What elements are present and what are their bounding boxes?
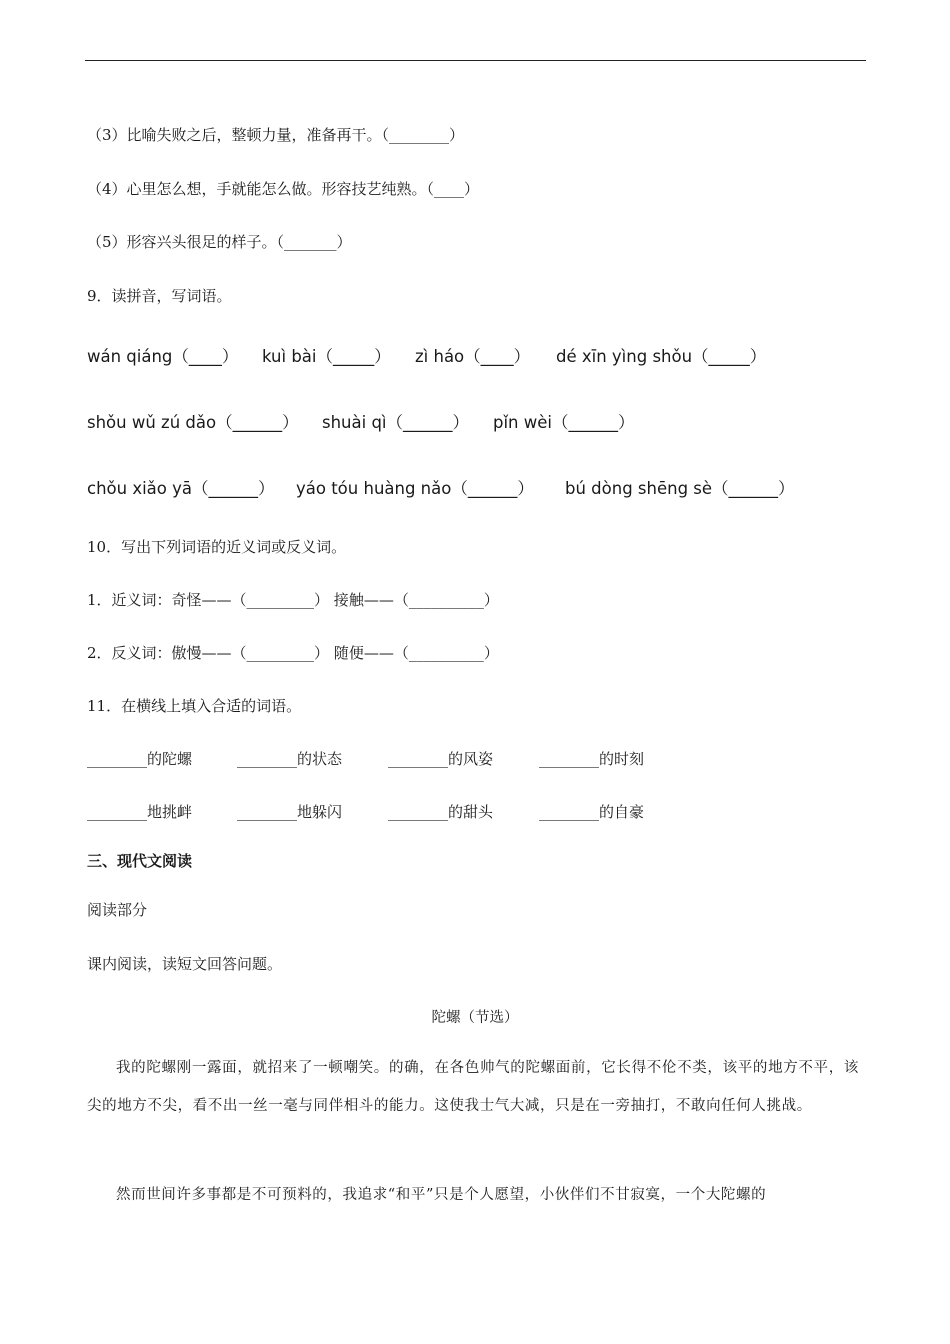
pinyin-item: zì háo（____） [415, 347, 531, 366]
q10-synonym-line: 1．近义词：奇怪——（_________） 接触——（__________） [87, 591, 499, 609]
pinyin-item: pǐn wèi（______） [493, 413, 635, 432]
pinyin-item: dé xīn yìng shǒu（_____） [556, 347, 767, 366]
fill-blank-item: ________的状态 [237, 750, 343, 768]
q8-item-4: （4）心里怎么想，手就能怎么做。形容技艺纯熟。（____） [87, 180, 480, 198]
reading-subtitle: 阅读部分 [87, 901, 148, 919]
pinyin-item: bú dòng shēng sè（______） [565, 479, 795, 498]
passage-paragraph: 我的陀螺刚一露面，就招来了一顿嘲笑。的确，在各色帅气的陀螺面前，它长得不伦不类，该平的地方不平，该尖的地方不尖，看不出一丝一毫与同伴相斗的能力。这使我士气大减，只是在一旁抽打，不敢向任何人挑战。 [87, 1060, 859, 1114]
q9-prompt: 9．读拼音，写词语。 [87, 287, 232, 305]
header-rule [85, 60, 866, 61]
q8-item-5: （5）形容兴头很足的样子。（_______） [87, 233, 352, 251]
passage-paragraph: 然而世间许多事都是不可预料的，我追求“和平”只是个人愿望，小伙伴们不甘寂寞，一个大陀螺的 [116, 1187, 767, 1203]
pinyin-item: wán qiáng（____） [87, 347, 239, 366]
pinyin-item: shǒu wǔ zú dǎo（______） [87, 413, 299, 432]
pinyin-item: yáo tóu huàng nǎo（______） [296, 479, 534, 498]
fill-blank-item: ________的自豪 [539, 803, 645, 821]
pinyin-item: kuì bài（_____） [262, 347, 391, 366]
q8-item-3: （3）比喻失败之后，整顿力量，准备再干。（________） [87, 126, 465, 144]
reading-instruction: 课内阅读，读短文回答问题。 [87, 955, 283, 973]
q10-prompt: 10．写出下列词语的近义词或反义词。 [87, 538, 347, 556]
fill-blank-item: ________地挑衅 [87, 803, 193, 821]
q10-antonym-line: 2．反义词：傲慢——（_________） 随便——（__________） [87, 644, 499, 662]
fill-blank-item: ________的风姿 [388, 750, 494, 768]
fill-blank-item: ________的甜头 [388, 803, 494, 821]
pinyin-item: shuài qì（______） [322, 413, 470, 432]
fill-blank-item: ________的陀螺 [87, 750, 193, 768]
q11-prompt: 11．在横线上填入合适的词语。 [87, 697, 302, 715]
pinyin-item: chǒu xiǎo yā（______） [87, 479, 275, 498]
passage-title: 陀螺（节选） [431, 1010, 519, 1026]
fill-blank-item: ________的时刻 [539, 750, 645, 768]
fill-blank-item: ________地躲闪 [237, 803, 343, 821]
section-heading: 三、现代文阅读 [87, 852, 193, 870]
